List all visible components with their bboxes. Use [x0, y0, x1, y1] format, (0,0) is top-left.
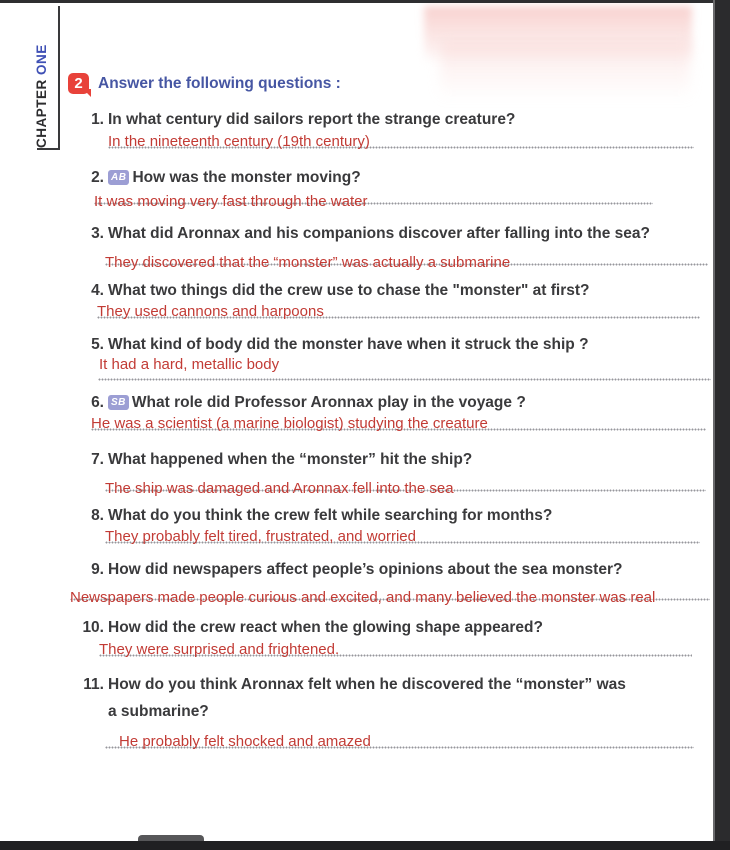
question-block-2: [91, 168, 710, 211]
answer-text: It was moving very fast through the water: [94, 193, 368, 210]
scan-edge-bottom: [0, 841, 730, 850]
question-line: [91, 281, 710, 301]
question-block-7: [91, 450, 710, 498]
question-number: 10.: [82, 619, 104, 636]
question-block-6: [91, 393, 710, 433]
answer-text: Newspapers made people curious and excited, and many believed the monster was real: [70, 589, 656, 606]
question-block-9: [70, 560, 710, 607]
question-line: [91, 393, 710, 413]
question-number: 2.: [91, 169, 104, 186]
question-text: What two things did the crew use to chase the "monster" at first?: [108, 282, 590, 299]
answer-line: [105, 732, 694, 751]
answer-line: [70, 588, 710, 607]
question-text: How do you think Aronnax felt when he discovered the “monster” was: [108, 676, 626, 693]
question-number: 5.: [91, 336, 104, 353]
chapter-number-label: ONE: [34, 44, 49, 75]
question-number: 4.: [91, 282, 104, 299]
question-line: [91, 168, 710, 188]
answer-text: It had a hard, metallic body: [99, 356, 280, 373]
question-text: What happened when the “monster” hit the ship?: [108, 451, 473, 468]
answer-text: They were surprised and frightened.: [99, 641, 340, 658]
question-text: In what century did sailors report the strange creature?: [108, 111, 516, 128]
question-number: 7.: [91, 451, 104, 468]
question-line: [91, 224, 710, 244]
answer-line: [91, 414, 706, 433]
question-text: What kind of body did the monster have when it struck the ship ?: [108, 336, 589, 353]
exercise-number-badge: 2: [68, 73, 89, 94]
question-text: How did the crew react when the glowing shape appeared?: [108, 619, 543, 636]
answer-line: [94, 192, 653, 211]
answer-text: They probably felt tired, frustrated, and worried: [105, 528, 416, 545]
scan-edge-top: [0, 0, 730, 3]
question-block-10: [82, 618, 710, 659]
activity-book-badge: AB: [108, 170, 129, 185]
answer-text: They discovered that the “monster” was actually a submarine: [105, 254, 511, 271]
question-block-11: [83, 671, 710, 751]
question-text: How was the monster moving?: [132, 169, 361, 186]
question-text-line2: a submarine?: [108, 703, 209, 720]
answer-dotted-rule: [98, 378, 711, 382]
answer-line: [105, 253, 708, 272]
question-number: 3.: [91, 225, 104, 242]
scan-edge-right: [713, 0, 730, 850]
question-text: What role did Professor Aronnax play in the voyage ?: [131, 394, 526, 411]
answer-line: [99, 355, 710, 374]
question-number: 11.: [83, 676, 104, 693]
question-number: 9.: [91, 561, 104, 578]
question-line: [91, 506, 710, 526]
question-line: [91, 450, 710, 470]
question-number: 8.: [91, 507, 104, 524]
question-line: [82, 618, 710, 638]
answer-line: [99, 640, 692, 659]
question-line: [91, 335, 710, 355]
question-block-5: [91, 335, 710, 382]
question-number: 1.: [91, 111, 104, 128]
question-block-1: [91, 110, 710, 151]
answer-line: [97, 302, 700, 321]
answer-line: [105, 527, 700, 546]
answer-text: The ship was damaged and Aronnax fell into the sea: [105, 480, 454, 497]
answer-text: They used cannons and harpoons: [97, 303, 324, 320]
question-line: [83, 671, 710, 725]
answer-text: He probably felt shocked and amazed: [119, 733, 371, 750]
answer-line: [105, 479, 706, 498]
answer-text: In the nineteenth century (19th century): [108, 133, 370, 150]
question-text: What did Aronnax and his companions discover after falling into the sea?: [108, 225, 651, 242]
question-block-4: [91, 281, 710, 321]
exercise-heading-row: [68, 73, 710, 94]
question-text: How did newspapers affect people’s opinions about the sea monster?: [108, 561, 623, 578]
exercise-heading: Answer the following questions :: [98, 74, 341, 92]
question-line: [91, 110, 710, 130]
student-book-badge: SB: [108, 395, 129, 410]
question-text: What do you think the crew felt while searching for months?: [108, 507, 553, 524]
question-block-8: [91, 506, 710, 546]
answer-line: [108, 132, 694, 151]
answer-text: He was a scientist (a marine biologist) studying the creature: [91, 415, 488, 432]
chapter-label: CHAPTER: [34, 74, 49, 148]
question-block-3: [91, 224, 710, 272]
question-number: 6.: [91, 394, 104, 411]
question-line: [91, 560, 710, 580]
